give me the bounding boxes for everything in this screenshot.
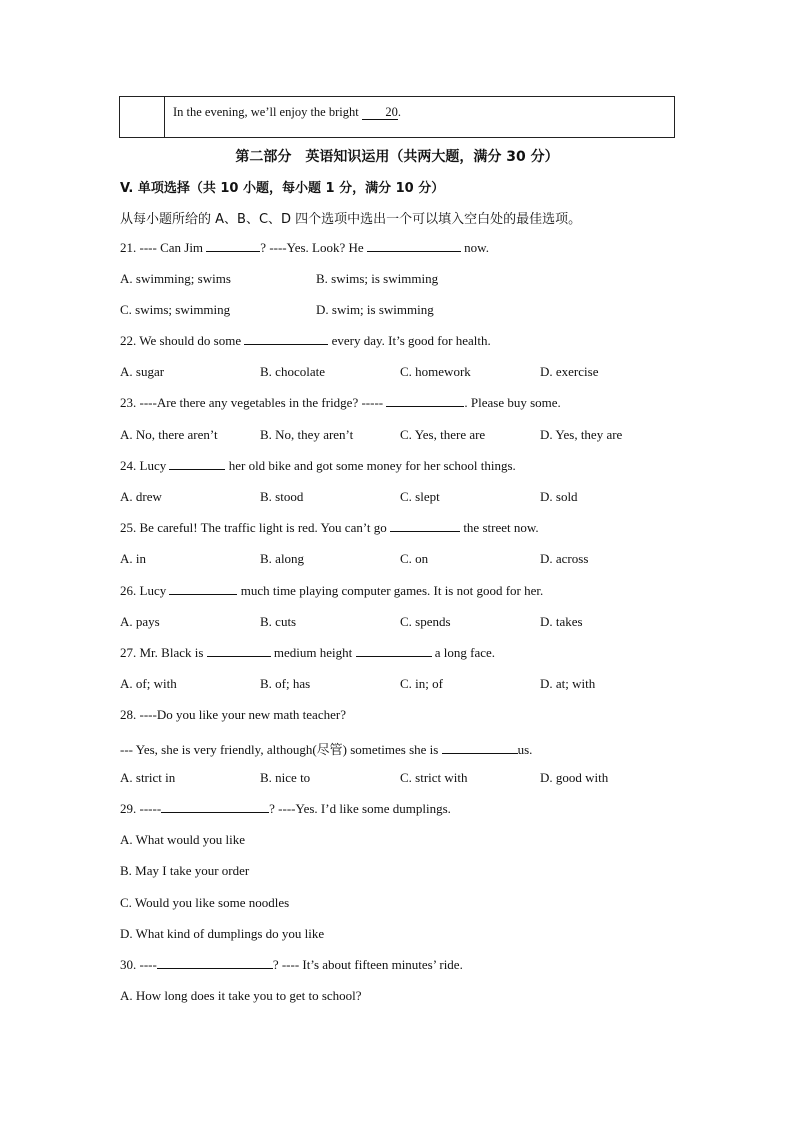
table-sentence: In the evening, we’ll enjoy the bright	[173, 105, 362, 119]
option-a: A. What would you like	[120, 832, 246, 847]
option-b: B. stood	[260, 489, 304, 504]
option-a: A. swimming; swims	[120, 271, 231, 286]
option-c: C. in; of	[400, 676, 443, 691]
answer-blank-20: 20	[362, 106, 398, 120]
answer-blank	[169, 469, 225, 470]
option-d: D. takes	[540, 614, 583, 629]
answer-blank	[442, 753, 518, 754]
section-heading: V. 单项选择（共 10 小题，每小题 1 分，满分 10 分）	[120, 181, 445, 196]
answer-blank	[386, 406, 464, 407]
section-instruction: 从每小题所给的 A、B、C、D 四个选项中选出一个可以填入空白处的最佳选项。	[120, 212, 582, 227]
answer-blank	[169, 594, 237, 595]
answer-blank	[206, 251, 260, 252]
answer-blank	[390, 531, 460, 532]
option-c: C. Yes, there are	[400, 427, 486, 442]
option-d: D. across	[540, 551, 589, 566]
option-b: B. of; has	[260, 676, 311, 691]
option-c: C. spends	[400, 614, 451, 629]
option-c: C. swims; swimming	[120, 302, 231, 317]
question-26: 26. Lucy much time playing computer games. It is not good for her.	[120, 583, 544, 598]
table-number-cell	[120, 97, 165, 138]
answer-blank	[367, 251, 461, 252]
option-d: D. at; with	[540, 676, 596, 691]
question-27: 27. Mr. Black is medium height a long face.	[120, 645, 496, 660]
answer-blank	[157, 968, 273, 969]
answer-blank	[207, 656, 271, 657]
part-title: 第二部分 英语知识运用（共两大题，满分 30 分）	[235, 149, 559, 165]
option-a: A. How long does it take you to get to school?	[120, 988, 362, 1003]
option-d: D. swim; is swimming	[316, 302, 434, 317]
option-d: D. exercise	[540, 364, 599, 379]
answer-blank	[356, 656, 432, 657]
answer-blank	[161, 812, 269, 813]
question-25: 25. Be careful! The traffic light is red. You can’t go the street now.	[120, 520, 539, 535]
question-29: 29. ----- ? ----Yes. I’d like some dumplings.	[120, 801, 451, 816]
table-text-cell	[165, 97, 675, 138]
option-a: A. drew	[120, 489, 162, 504]
option-b: B. nice to	[260, 770, 311, 785]
option-b: B. No, they aren’t	[260, 427, 354, 442]
question-30: 30. ---- ? ---- It’s about fifteen minutes’ ride.	[120, 957, 463, 972]
table-sentence-end: .	[397, 105, 401, 119]
question-22: 22. We should do some every day. It’s good for health.	[120, 333, 491, 348]
option-c: C. Would you like some noodles	[120, 895, 290, 910]
option-a: A. strict in	[120, 770, 176, 785]
option-c: C. homework	[400, 364, 471, 379]
option-a: A. in	[120, 551, 146, 566]
option-a: A. sugar	[120, 364, 165, 379]
question-23: 23. ----Are there any vegetables in the fridge? ----- . Please buy some.	[120, 395, 561, 410]
question-21: 21. ---- Can Jim ? ----Yes. Look? He now.	[120, 240, 489, 255]
option-b: B. chocolate	[260, 364, 325, 379]
option-a: A. pays	[120, 614, 160, 629]
option-c: C. strict with	[400, 770, 468, 785]
option-c: C. on	[400, 551, 429, 566]
option-a: A. of; with	[120, 676, 177, 691]
answer-blank	[244, 344, 328, 345]
option-d: D. good with	[540, 770, 609, 785]
option-d: D. What kind of dumplings do you like	[120, 926, 325, 941]
option-c: C. slept	[400, 489, 440, 504]
option-b: B. cuts	[260, 614, 297, 629]
option-d: D. Yes, they are	[540, 427, 623, 442]
answer-table	[119, 96, 675, 138]
option-d: D. sold	[540, 489, 578, 504]
option-b: B. May I take your order	[120, 863, 250, 878]
option-a: A. No, there aren’t	[120, 427, 218, 442]
question-28-reply: --- Yes, she is very friendly, although(尽管) sometimes she is us.	[120, 742, 533, 757]
question-28: 28. ----Do you like your new math teacher?	[120, 707, 346, 722]
option-b: B. swims; is swimming	[316, 271, 439, 286]
question-24: 24. Lucy her old bike and got some money for her school things.	[120, 458, 516, 473]
option-b: B. along	[260, 551, 305, 566]
